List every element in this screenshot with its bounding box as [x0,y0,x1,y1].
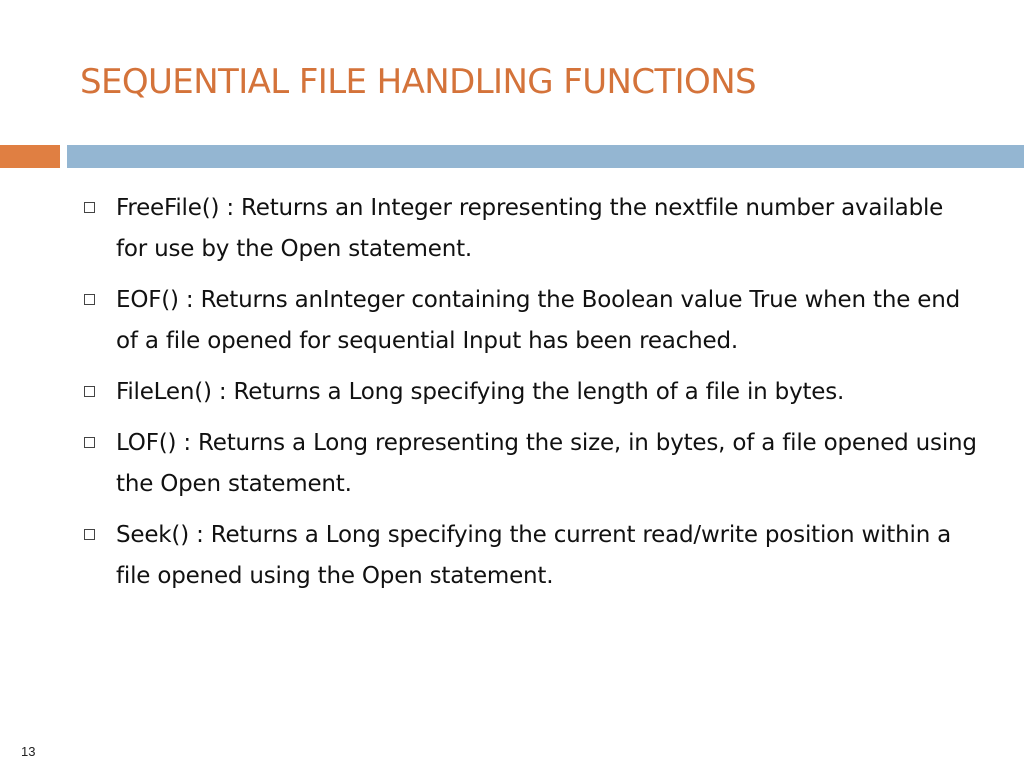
bullet-text: EOF() : Returns anInteger containing the Boolean value True when the end of a file opened for sequential Input has been reached. [116,287,960,354]
hollow-square-bullet-icon [84,437,95,448]
bullet-text: LOF() : Returns a Long representing the size, in bytes, of a file opened using the Open statement. [116,430,977,497]
accent-bar-blue [67,145,1024,168]
bullet-text: FileLen() : Returns a Long specifying the length of a file in bytes. [116,379,845,405]
accent-bar-orange [0,145,60,168]
bullet-item-eof [78,280,978,362]
bullet-item-seek [78,515,978,597]
page-number: 13 [21,744,36,759]
bullet-text: FreeFile() : Returns an Integer representing the nextfile number available for use by the Open statement. [116,195,944,262]
bullet-item-freefile [78,188,978,270]
bullet-list [78,188,978,607]
bullet-item-lof [78,423,978,505]
hollow-square-bullet-icon [84,529,95,540]
bullet-text: Seek() : Returns a Long specifying the current read/write position within a file opened using the Open statement. [116,522,952,589]
hollow-square-bullet-icon [84,202,95,213]
hollow-square-bullet-icon [84,294,95,305]
slide-title: SEQUENTIAL FILE HANDLING FUNCTIONS [80,62,757,102]
bullet-item-filelen [78,372,978,413]
hollow-square-bullet-icon [84,386,95,397]
